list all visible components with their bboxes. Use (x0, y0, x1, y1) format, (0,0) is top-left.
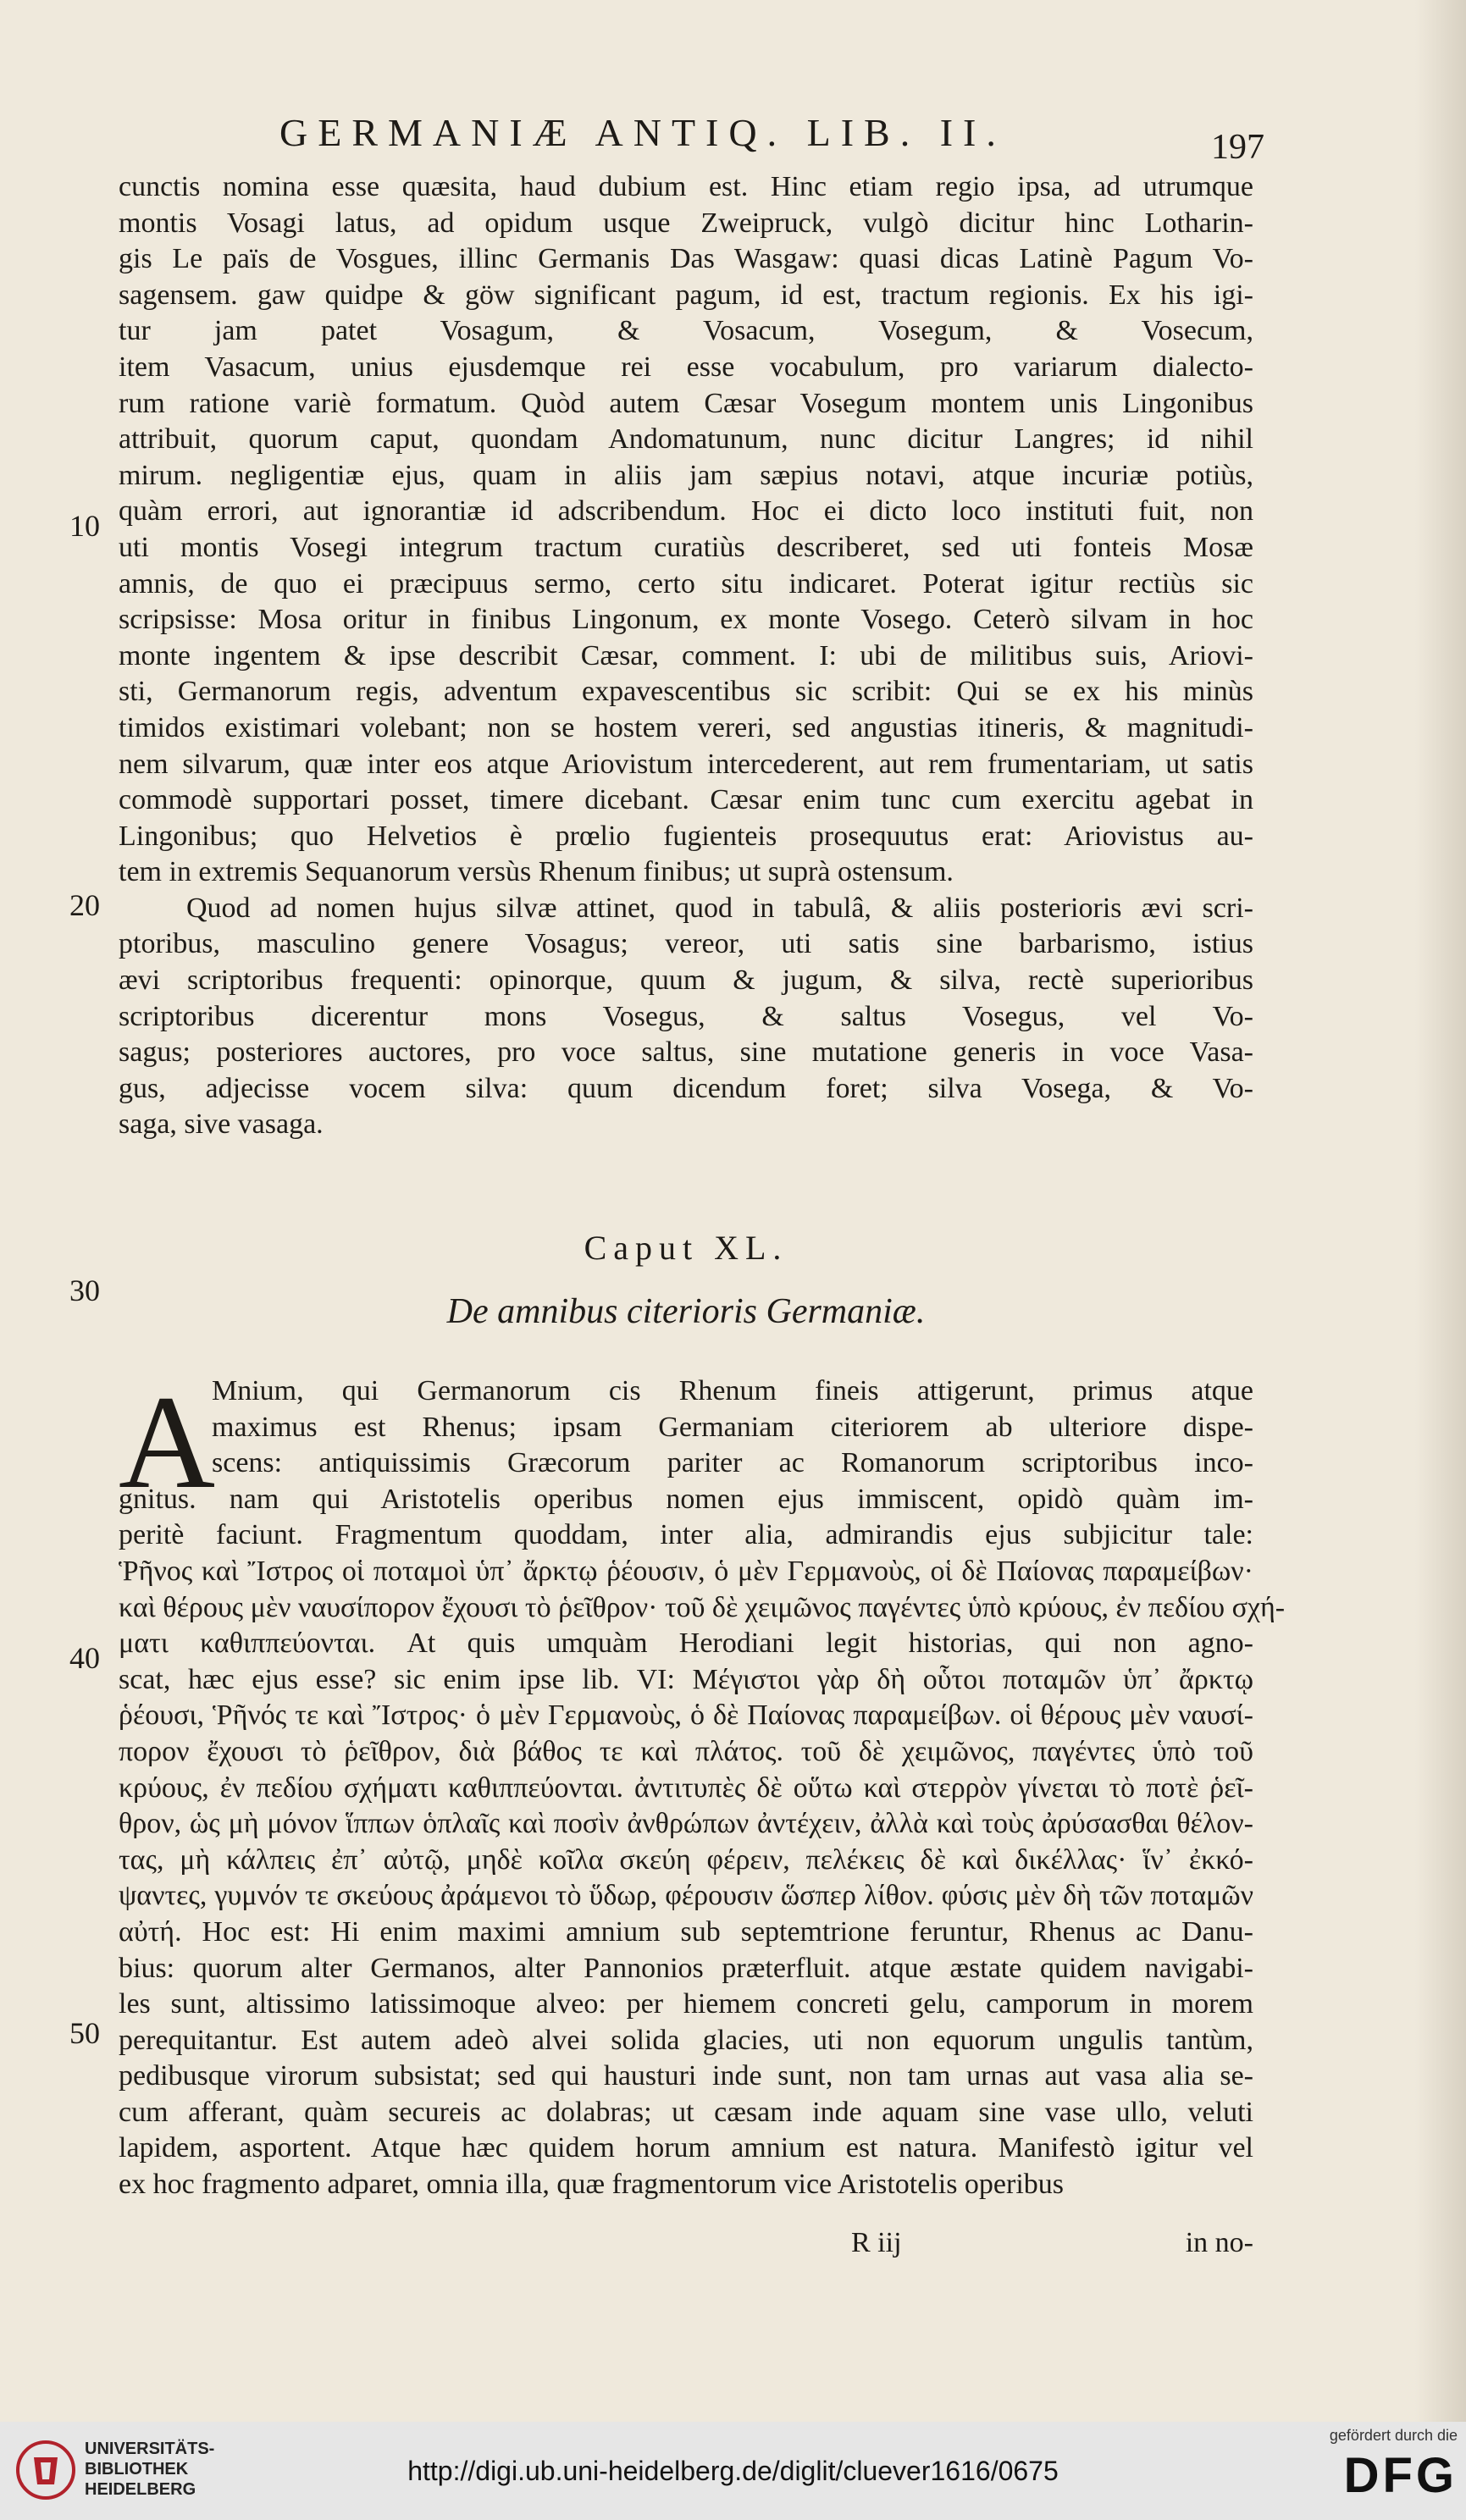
margin-line-number: 40 (69, 1641, 100, 1675)
text-line: les sunt, altissimo latissimoque alveo: per hiemem concreti gelu, camporum in morem (119, 1988, 1253, 2020)
text-line: Lingonibus; quo Helvetios è prœlio fugienteis prosequutus erat: Ariovistus au- (119, 820, 1253, 852)
text-line: sagensem. gaw quidpe & göw significant pagum, id est, tractum regionis. Ex his igi- (119, 279, 1253, 311)
text-line: peritè faciunt. Fragmentum quoddam, inter alia, admirandis ejus subjicitur tale: (119, 1519, 1253, 1551)
text-line: sti, Germanorum regis, adventum expavescentibus sic scribit: Qui se ex his minùs (119, 676, 1253, 708)
text-line: καὶ θέρους μὲν ναυσίπορον ἔχουσι τὸ ῥεῖθρον· τοῦ δὲ χειμῶνος παγέντες ὑπὸ κρύους, ἐν πεδίου σχή- (119, 1591, 1286, 1623)
text-line: gnitus. nam qui Aristotelis operibus nomen ejus immiscent, opidò quàm im- (119, 1483, 1253, 1515)
text-line: scriptoribus dicerentur mons Vosegus, & saltus Vosegus, vel Vo- (119, 1000, 1253, 1032)
page-number: 197 (1211, 128, 1264, 167)
text-line: mirum. negligentiæ ejus, quam in aliis jam sæpius notavi, atque incuriæ potiùs, (119, 459, 1253, 491)
permalink-url[interactable]: http://digi.ub.uni-heidelberg.de/diglit/cluever1616/0675 (407, 2456, 1059, 2486)
text-line: scripsisse: Mosa oritur in finibus Lingonum, ex monte Vosego. Ceterò silvam in hoc (119, 604, 1253, 636)
body-text-section-2 (119, 1368, 1286, 2203)
signature-mark: R iij (851, 2227, 902, 2258)
text-line: Ῥῆνος καὶ Ἴστρος οἱ ποταμοὶ ὑπ᾽ ἄρκτῳ ῥέουσιν, ὁ μὲν Γερμανοὺς, οἱ δὲ Παίονας παραμείβων· (119, 1555, 1253, 1587)
text-line: scat, hæc ejus esse? sic enim ipse lib. VI: Μέγιστοι γὰρ δὴ οὗτοι ποταμῶν ὑπ᾽ ἄρκτῳ (119, 1663, 1253, 1695)
text-line: Quod ad nomen hujus silvæ attinet, quod in tabulâ, & aliis posterioris ævi scri- (186, 892, 1253, 924)
text-line: amnis, de quo ei præcipuus sermo, certo situ indicaret. Poterat igitur rectiùs sic (119, 567, 1253, 600)
signature-line (119, 2227, 1253, 2263)
text-line: ματι καθιππεύονται. At quis umquàm Herodiani legit historias, qui non agno- (119, 1628, 1253, 1660)
text-line: uti montis Vosegi integrum tractum curatiùs describeret, sed uti fonteis Mosæ (119, 531, 1253, 563)
text-line: perequitantur. Est autem adeò alvei solida glacies, uti non equorum ungulis tantùm, (119, 2024, 1253, 2056)
catchword: in no- (1185, 2227, 1253, 2258)
text-line: cunctis nomina esse quæsita, haud dubium est. Hinc etiam regio ipsa, ad utrumque (119, 171, 1253, 202)
text-line: ψαντες, γυμνόν τε σκεύους ἀράμενοι τὸ ὕδωρ, φέρουσιν ὥσπερ λίθον. φύσις μὲν δὴ τῶν ποταμῶν (119, 1880, 1253, 1912)
chapter-title: Caput XL. (584, 1229, 788, 1267)
text-line: montis Vosagi latus, ad opidum usque Zweipruck, vulgò dicitur hinc Lotharin- (119, 207, 1253, 239)
text-line: ex hoc fragmento adparet, omnia illa, quæ fragmentorum vice Aristotelis operibus (119, 2169, 1065, 2201)
text-line: rum ratione variè formatum. Quòd autem Cæsar Vosegum montem unis Lingonibus (119, 387, 1253, 419)
text-line: commodè supportari posset, timere dicebant. Cæsar enim tunc cum exercitu agebat in (119, 784, 1253, 816)
drop-capital: A (119, 1368, 216, 1517)
margin-line-number: 10 (69, 509, 100, 543)
text-line: gus, adjecisse vocem silva: quum dicendum foret; silva Vosega, & Vo- (119, 1072, 1253, 1104)
text-line: ptoribus, masculino genere Vosagus; vereor, uti satis sine barbarismo, istius (119, 928, 1253, 960)
body-text-section-1 (119, 169, 1253, 1143)
funder-text: gefördert durch die (1329, 2427, 1458, 2444)
text-line: lapidem, asportent. Atque hæc quidem horum amnium est natura. Manifestò igitur vel (119, 2132, 1253, 2164)
text-line: maximus est Rhenus; ipsam Germaniam citeriorem ab ulteriore dispe- (212, 1411, 1253, 1443)
text-line: nem silvarum, quæ inter eos atque Ariovistum intercederent, aut rem frumentariam, ut satis (119, 748, 1253, 780)
text-line: monte ingentem & ipse describit Cæsar, comment. I: ubi de militibus suis, Ariovi- (119, 639, 1253, 671)
text-line: tem in extremis Sequanorum versùs Rhenum finibus; ut suprà ostensum. (119, 856, 954, 888)
dfg-logo: DFG (1343, 2448, 1458, 2503)
library-name-line: BIBLIOTHEK (85, 2460, 189, 2479)
text-line: scens: antiquissimis Græcorum pariter ac Romanorum scriptoribus inco- (212, 1447, 1253, 1479)
library-name-line: UNIVERSITÄTS- (85, 2440, 215, 2458)
chapter-subtitle: De amnibus citerioris Germaniæ. (446, 1292, 926, 1331)
text-line: κρύους, ἐν πεδίου σχήματι καθιππεύονται. ἀντιτυπὲς δὲ οὕτω καὶ στερρὸν γίνεται τὸ ποτὲ ῥεῖ- (119, 1771, 1253, 1804)
text-line: πορον ἔχουσι τὸ ῥεῖθρον, διὰ βάθος τε καὶ πλάτος. τοῦ δὲ χειμῶνος, παγέντες ὑπὸ τοῦ (119, 1735, 1253, 1767)
text-line: gis Le païs de Vosgues, illinc Germanis Das Wasgaw: quasi dicas Latinè Pagum Vo- (119, 243, 1253, 275)
margin-line-number: 20 (69, 888, 100, 922)
text-line: quàm errori, aut ignorantiæ id adscribendum. Hoc ei dicto loco instituti fuit, non (119, 495, 1253, 528)
text-line: bius: quorum alter Germanos, alter Pannonios præterfluit. atque æstate quidem navigabi- (119, 1952, 1253, 1984)
margin-line-number: 50 (69, 2016, 100, 2050)
text-line: αὐτή. Hoc est: Hi enim maximi amnium sub septemtrione feruntur, Rhenus ac Danu- (119, 1915, 1253, 1948)
text-line: Mnium, qui Germanorum cis Rhenum fineis attigerunt, primus atque (212, 1375, 1253, 1406)
text-line: τας, μὴ κάλπεις ἐπ᾽ αὐτῷ, μηδὲ κοῖλα σκεύη φέρειν, πελέκεις δὲ καὶ δικέλλας· ἵν᾽ ἐκκό- (119, 1843, 1253, 1876)
text-line: sagus; posteriores auctores, pro voce saltus, sine mutatione generis in voce Vasa- (119, 1036, 1253, 1069)
text-line: tur jam patet Vosagum, & Vosacum, Vosegum, & Vosecum, (119, 315, 1253, 347)
text-line: saga, sive vasaga. (119, 1108, 324, 1141)
library-name-line: HEIDELBERG (85, 2480, 196, 2499)
text-line: θρον, ὡς μὴ μόνον ἵππων ὁπλαῖς καὶ ποσὶν ἀνθρώπων ἀντέχειν, ἀλλὰ καὶ τοὺς ἀρύσασθαι θέλον- (119, 1808, 1253, 1840)
running-head: GERMANIÆ ANTIQ. LIB. II. (279, 111, 1006, 154)
text-line: attribuit, quorum caput, quondam Andomatunum, nunc dicitur Langres; id nihil (119, 423, 1253, 456)
text-line: ævi scriptoribus frequenti: opinorque, quum & jugum, & silva, rectè superioribus (119, 964, 1253, 997)
text-line: pedibusque virorum subsistat; sed qui hausturi inde sunt, non tam urnas aut vasa alia se- (119, 2060, 1253, 2092)
text-line: cum afferant, quàm secureis ac dolabras; ut cæsam inde aquam sine vase ullo, veluti (119, 2096, 1253, 2128)
margin-line-number: 30 (69, 1274, 100, 1307)
text-line: ῥέουσι, Ῥῆνός τε καὶ Ἴστρος· ὁ μὲν Γερμανοὺς, ὁ δὲ Παίονας παραμείβων. οἱ θέρους μὲν ναυσί- (119, 1699, 1253, 1732)
text-line: item Vasacum, unius ejusdemque rei esse vocabulum, pro variarum dialecto- (119, 351, 1253, 383)
text-line: timidos existimari volebant; non se hostem vereri, sed angustias itineris, & magnitudi- (119, 711, 1253, 743)
